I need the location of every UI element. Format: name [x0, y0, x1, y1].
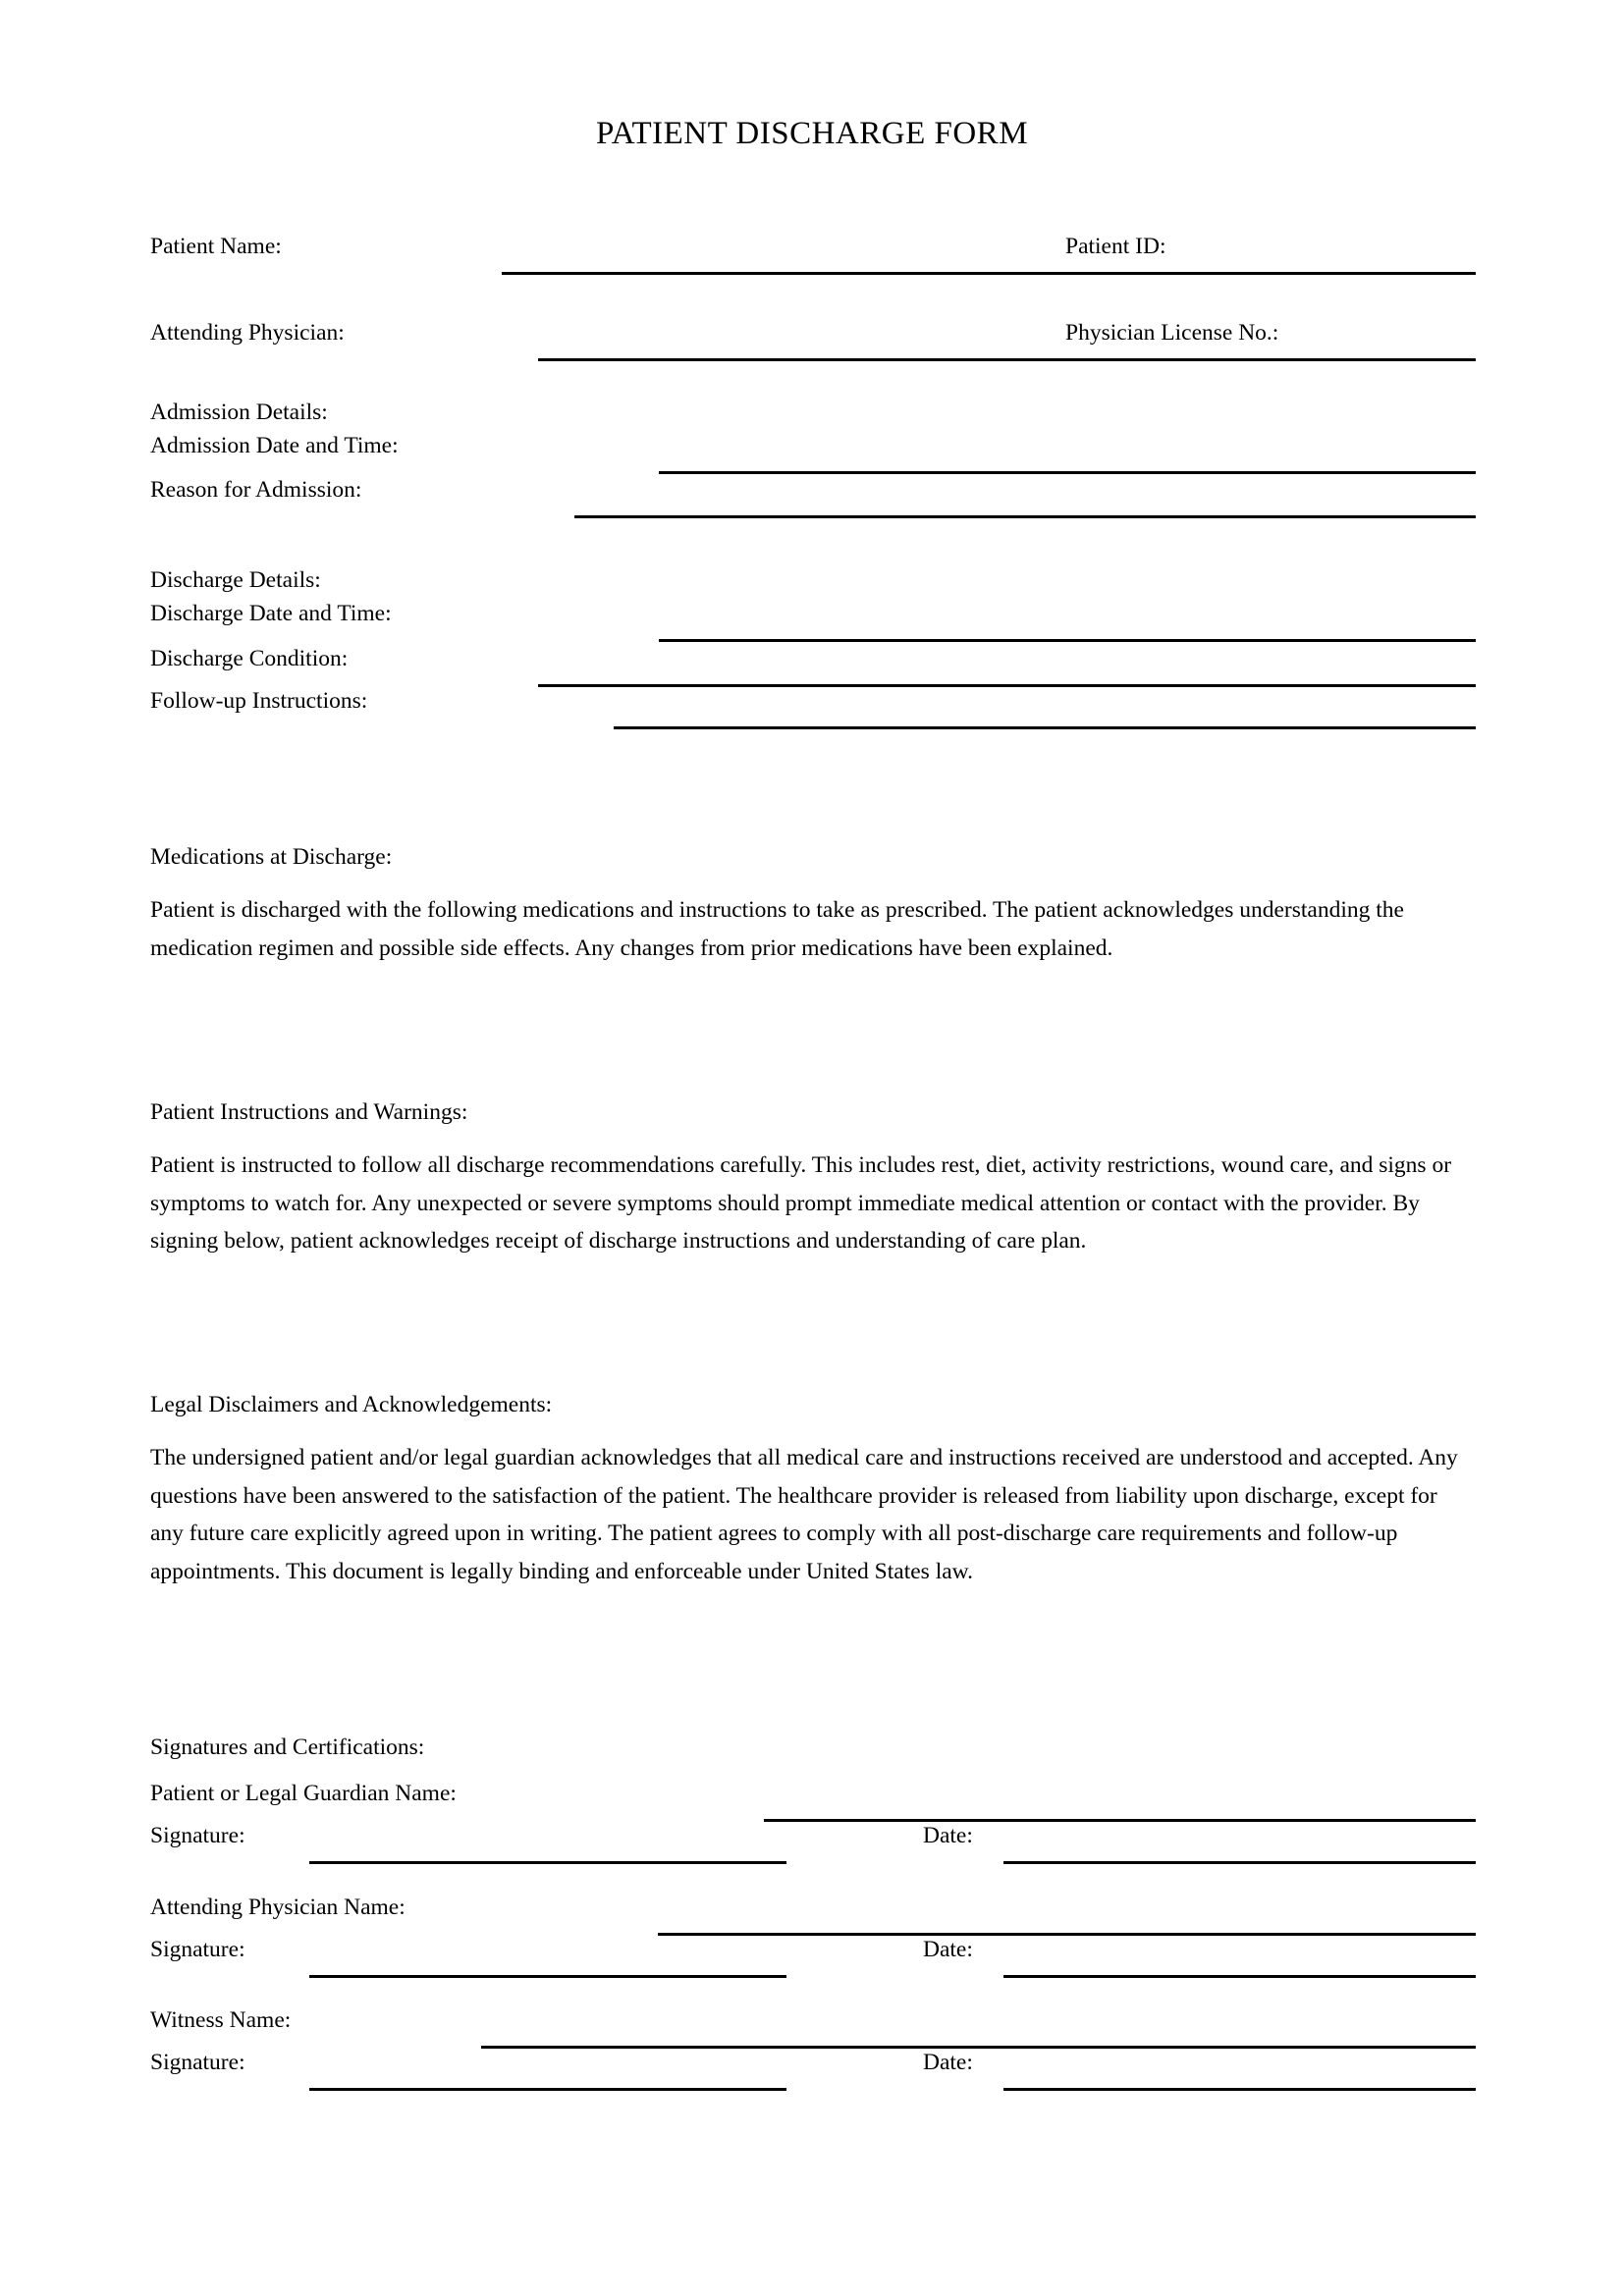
label-patient-or-legal-guardian-name: Patient or Legal Guardian Name:	[150, 1781, 457, 1806]
field-row-discharge-date-time	[150, 603, 1476, 642]
label-physician-license-no: Physician License No.:	[1065, 320, 1279, 346]
input-attending-physician-date-line[interactable]	[1003, 1975, 1476, 1978]
field-row-patient-guardian-name	[150, 1783, 1476, 1822]
label-patient-guardian-date: Date:	[923, 1823, 973, 1848]
input-reason-for-admission-line[interactable]	[574, 515, 1476, 518]
field-row-patient-name	[150, 236, 1476, 275]
input-attending-physician-signature-line[interactable]	[309, 1975, 786, 1978]
field-row-attending-physician-name	[150, 1896, 1476, 1936]
label-attending-physician-signature: Signature:	[150, 1937, 245, 1962]
input-discharge-date-time-line[interactable]	[659, 639, 1476, 642]
field-row-admission-date-time	[150, 435, 1476, 474]
input-witness-signature-line[interactable]	[309, 2088, 786, 2091]
field-row-reason-for-admission	[150, 479, 1476, 518]
label-attending-physician: Attending Physician:	[150, 320, 345, 346]
input-patient-guardian-signature-line[interactable]	[309, 1861, 786, 1864]
label-reason-for-admission: Reason for Admission:	[150, 477, 362, 503]
input-patient-guardian-name-line[interactable]	[764, 1819, 1476, 1822]
field-row-discharge-condition	[150, 648, 1476, 687]
label-patient-id: Patient ID:	[1065, 234, 1166, 259]
label-discharge-date-and-time: Discharge Date and Time:	[150, 601, 392, 626]
input-witness-name-line[interactable]	[481, 2046, 1476, 2049]
heading-admission-details: Admission Details:	[150, 400, 328, 425]
heading-medications-at-discharge: Medications at Discharge:	[150, 844, 393, 870]
heading-discharge-details: Discharge Details:	[150, 567, 321, 593]
input-admission-date-time-line[interactable]	[659, 471, 1476, 474]
label-discharge-condition: Discharge Condition:	[150, 646, 349, 671]
heading-patient-instructions-and-warnings: Patient Instructions and Warnings:	[150, 1099, 468, 1125]
label-follow-up-instructions: Follow-up Instructions:	[150, 688, 368, 714]
page-title: PATIENT DISCHARGE FORM	[595, 116, 1029, 151]
field-row-witness-signature	[150, 2052, 1476, 2091]
field-row-attending-physician	[150, 322, 1476, 361]
paragraph-medications-at-discharge: Patient is discharged with the following medications and instructions to take as prescribed. The patient acknowledges understanding the medication regimen and possible side effects. Any changes from prior medications have been explained.	[150, 897, 1404, 961]
input-follow-up-instructions-line[interactable]	[614, 726, 1476, 729]
field-row-patient-guardian-signature	[150, 1825, 1476, 1864]
input-witness-date-line[interactable]	[1003, 2088, 1476, 2091]
label-attending-physician-date: Date:	[923, 1937, 973, 1962]
input-patient-guardian-date-line[interactable]	[1003, 1861, 1476, 1864]
field-row-attending-physician-signature	[150, 1939, 1476, 1978]
field-row-follow-up-instructions	[150, 690, 1476, 729]
label-admission-date-and-time: Admission Date and Time:	[150, 433, 399, 458]
heading-signatures-and-certifications: Signatures and Certifications:	[150, 1735, 425, 1760]
input-attending-physician-line[interactable]	[538, 358, 1476, 361]
label-attending-physician-name: Attending Physician Name:	[150, 1895, 406, 1920]
paragraph-legal-disclaimers-and-acknowledgements: The undersigned patient and/or legal guardian acknowledges that all medical care and instructions received are understood and accepted. Any questions have been answered to the satisfaction of the patient. The healthcare provider is released from liability upon discharge, except for any future care explicitly agreed upon in writing. The patient agrees to comply with all post-discharge care requirements and follow-up appointments. This document is legally binding and enforceable under United States law.	[150, 1445, 1458, 1584]
label-patient-guardian-signature: Signature:	[150, 1823, 245, 1848]
input-attending-physician-name-line[interactable]	[658, 1933, 1476, 1936]
label-patient-name: Patient Name:	[150, 234, 282, 259]
input-discharge-condition-line[interactable]	[538, 684, 1476, 687]
heading-legal-disclaimers-and-acknowledgements: Legal Disclaimers and Acknowledgements:	[150, 1392, 553, 1417]
label-witness-signature: Signature:	[150, 2050, 245, 2075]
paragraph-patient-instructions-and-warnings: Patient is instructed to follow all discharge recommendations carefully. This includes rest, diet, activity restrictions, wound care, and signs or symptoms to watch for. Any unexpected or severe symptoms should prompt immediate medical attention or contact with the provider. By signing below, patient acknowledges receipt of discharge instructions and understanding of care plan.	[150, 1152, 1452, 1254]
field-row-witness-name	[150, 2009, 1476, 2049]
input-patient-name-id-line[interactable]	[502, 272, 1476, 275]
label-witness-date: Date:	[923, 2050, 973, 2075]
label-witness-name: Witness Name:	[150, 2007, 292, 2033]
